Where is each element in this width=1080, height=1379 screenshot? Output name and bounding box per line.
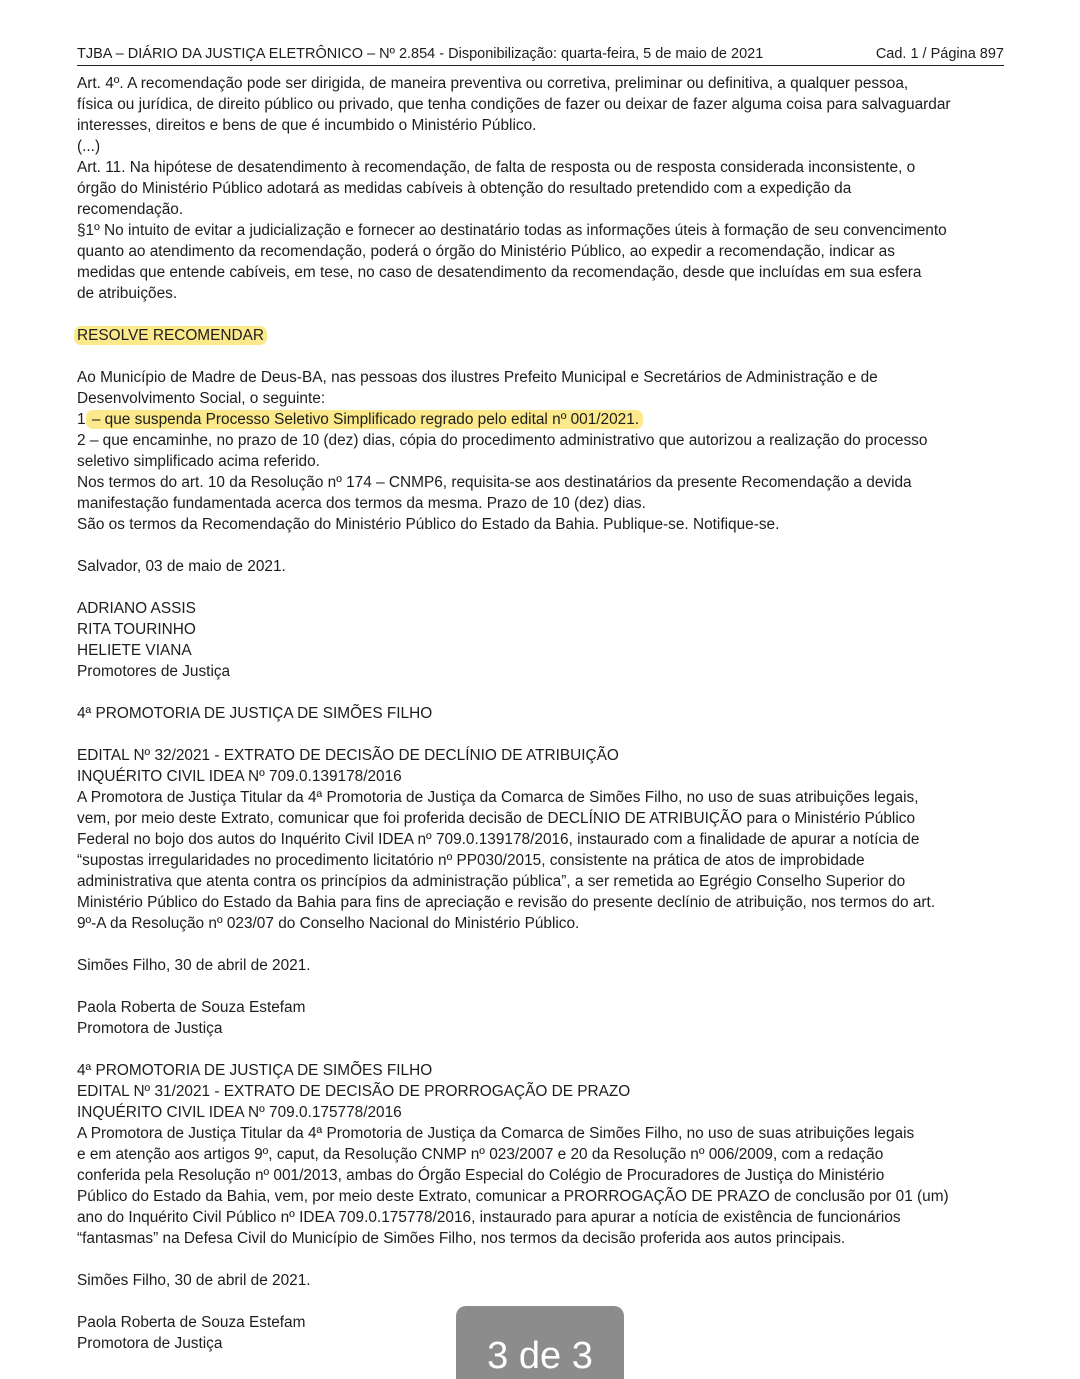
item-2-line-2: seletivo simplificado acima referido.	[77, 453, 320, 470]
art4-line-1: Art. 4º. A recomendação pode ser dirigida, de maneira preventiva ou corretiva, preliminar ou definitiva, a qualquer pessoa,	[77, 75, 909, 92]
header-page-number: Cad. 1 / Página 897	[875, 46, 1004, 62]
edital-31-line-1: A Promotora de Justiça Titular da 4ª Promotoria de Justiça da Comarca de Simões Filho, no uso de suas atribuições legais	[77, 1125, 915, 1142]
item-2-line-1: 2 – que encaminhe, no prazo de 10 (dez) dias, cópia do procedimento administrativo que autorizou a realização do processo	[77, 432, 928, 449]
edital-31-title: EDITAL Nº 31/2021 - EXTRATO DE DECISÃO DE PRORROGAÇÃO DE PRAZO	[77, 1083, 631, 1100]
art11-line-3: recomendação.	[77, 201, 184, 218]
inquerito-civil-1: INQUÉRITO CIVIL IDEA Nº 709.0.139178/2016	[77, 768, 402, 785]
page-indicator: 3 de 3	[456, 1306, 624, 1379]
resolve-heading-highlighted: RESOLVE RECOMENDAR	[74, 326, 267, 345]
edital-31-line-5: ano do Inquérito Civil Público nº IDEA 709.0.175778/2016, instaurado para apurar a notícia de existência de funcionários	[77, 1209, 901, 1226]
art11-line-1: Art. 11. Na hipótese de desatendimento à recomendação, de falta de resposta ou de resposta considerada inconsistente, o	[77, 159, 916, 176]
signatory-rita: RITA TOURINHO	[77, 621, 196, 638]
ellipsis: (...)	[77, 138, 101, 155]
edital-32-line-1: A Promotora de Justiça Titular da 4ª Promotoria de Justiça da Comarca de Simões Filho, no uso de suas atribuições legais,	[77, 789, 919, 806]
signatories-role: Promotores de Justiça	[77, 663, 231, 680]
nos-termos-line-2: manifestação fundamentada acerca dos termos da mesma. Prazo de 10 (dez) dias.	[77, 495, 646, 512]
art4-line-2: física ou jurídica, de direito público ou privado, que tenha condições de fazer ou deixar de fazer alguma coisa para salvaguardar	[77, 96, 951, 113]
edital-32-line-7: 9º-A da Resolução nº 023/07 do Conselho Nacional do Ministério Público.	[77, 915, 580, 932]
art4-line-3: interesses, direitos e bens de que é incumbido o Ministério Público.	[77, 117, 537, 134]
edital-32-line-4: “supostas irregularidades no procedimento licitatório nº PP030/2015, consistente na prática de atos de improbidade	[77, 852, 865, 869]
item-1-highlighted-text: – que suspenda Processo Seletivo Simplificado regrado pelo edital nº 001/2021.	[86, 410, 644, 429]
par1-line-3: medidas que entende cabíveis, em tese, no caso de desatendimento da recomendação, desde que incluídas em sua esfera	[77, 264, 922, 281]
date-simoes-filho-1: Simões Filho, 30 de abril de 2021.	[77, 957, 311, 974]
promotoria-heading-1: 4ª PROMOTORIA DE JUSTIÇA DE SIMÕES FILHO	[77, 705, 433, 722]
signatory-heliete: HELIETE VIANA	[77, 642, 192, 659]
page-header	[77, 44, 1004, 66]
ao-line-2: Desenvolvimento Social, o seguinte:	[77, 390, 326, 407]
edital-32-title: EDITAL Nº 32/2021 - EXTRATO DE DECISÃO DE DECLÍNIO DE ATRIBUIÇÃO	[77, 747, 619, 764]
signatory-paola-2: Paola Roberta de Souza Estefam	[77, 1314, 306, 1331]
item-1-number: 1	[77, 411, 86, 428]
header-journal-info: TJBA – DIÁRIO DA JUSTIÇA ELETRÔNICO – Nº 2.854 - Disponibilização: quarta-feira, 5 de maio de 2021	[77, 46, 764, 62]
sao-os-termos: São os termos da Recomendação do Ministério Público do Estado da Bahia. Publique-se. Notifique-se.	[77, 516, 780, 533]
signatory-paola-1: Paola Roberta de Souza Estefam	[77, 999, 306, 1016]
edital-32-line-5: administrativa que atenta contra os princípios da administração pública”, a ser remetida ao Egrégio Conselho Superior do	[77, 873, 906, 890]
document-body	[77, 73, 1004, 1354]
edital-31-line-4: Público do Estado da Bahia, vem, por meio deste Extrato, comunicar a PRORROGAÇÃO DE PRAZO de conclusão por 01 (um)	[77, 1188, 949, 1205]
promotoria-heading-2: 4ª PROMOTORIA DE JUSTIÇA DE SIMÕES FILHO	[77, 1062, 433, 1079]
edital-32-line-6: Ministério Público do Estado da Bahia para fins de apreciação e revisão do presente declínio de atribuição, nos termos do art.	[77, 894, 936, 911]
item-1	[77, 409, 1004, 430]
edital-32-line-2: vem, por meio deste Extrato, comunicar que foi proferida decisão de DECLÍNIO DE ATRIBUIÇÃO para o Ministério Público	[77, 810, 916, 827]
date-simoes-filho-2: Simões Filho, 30 de abril de 2021.	[77, 1272, 311, 1289]
edital-32-line-3: Federal no bojo dos autos do Inquérito Civil IDEA nº 709.0.139178/2016, instaurado com a finalidade de apurar a notícia de	[77, 831, 920, 848]
signatory-adriano: ADRIANO ASSIS	[77, 600, 196, 617]
par1-line-4: de atribuições.	[77, 285, 178, 302]
ao-line-1: Ao Município de Madre de Deus-BA, nas pessoas dos ilustres Prefeito Municipal e Secretários de Administração e de	[77, 369, 878, 386]
signatory-role-1: Promotora de Justiça	[77, 1020, 223, 1037]
edital-31-line-3: conferida pela Resolução nº 001/2013, ambas do Órgão Especial do Colégio de Procuradores de Justiça do Ministério	[77, 1167, 885, 1184]
nos-termos-line-1: Nos termos do art. 10 da Resolução nº 174 – CNMP6, requisita-se aos destinatários da presente Recomendação a devida	[77, 474, 912, 491]
par1-line-1: §1º No intuito de evitar a judicialização e fornecer ao destinatário todas as informações úteis à formação de seu convencimento	[77, 222, 947, 239]
art11-line-2: órgão do Ministério Público adotará as medidas cabíveis à obtenção do resultado pretendido com a expedição da	[77, 180, 852, 197]
edital-31-line-6: “fantasmas” na Defesa Civil do Município de Simões Filho, nos termos da decisão proferida aos autos principais.	[77, 1230, 846, 1247]
edital-31-line-2: e em atenção aos artigos 9º, caput, da Resolução CNMP nº 023/2007 e 20 da Resolução nº 006/2009, com a redação	[77, 1146, 884, 1163]
signatory-role-2: Promotora de Justiça	[77, 1335, 223, 1352]
date-salvador: Salvador, 03 de maio de 2021.	[77, 558, 286, 575]
par1-line-2: quanto ao atendimento da recomendação, poderá o órgão do Ministério Público, ao expedir a recomendação, indicar as	[77, 243, 895, 260]
inquerito-civil-2: INQUÉRITO CIVIL IDEA Nº 709.0.175778/2016	[77, 1104, 402, 1121]
